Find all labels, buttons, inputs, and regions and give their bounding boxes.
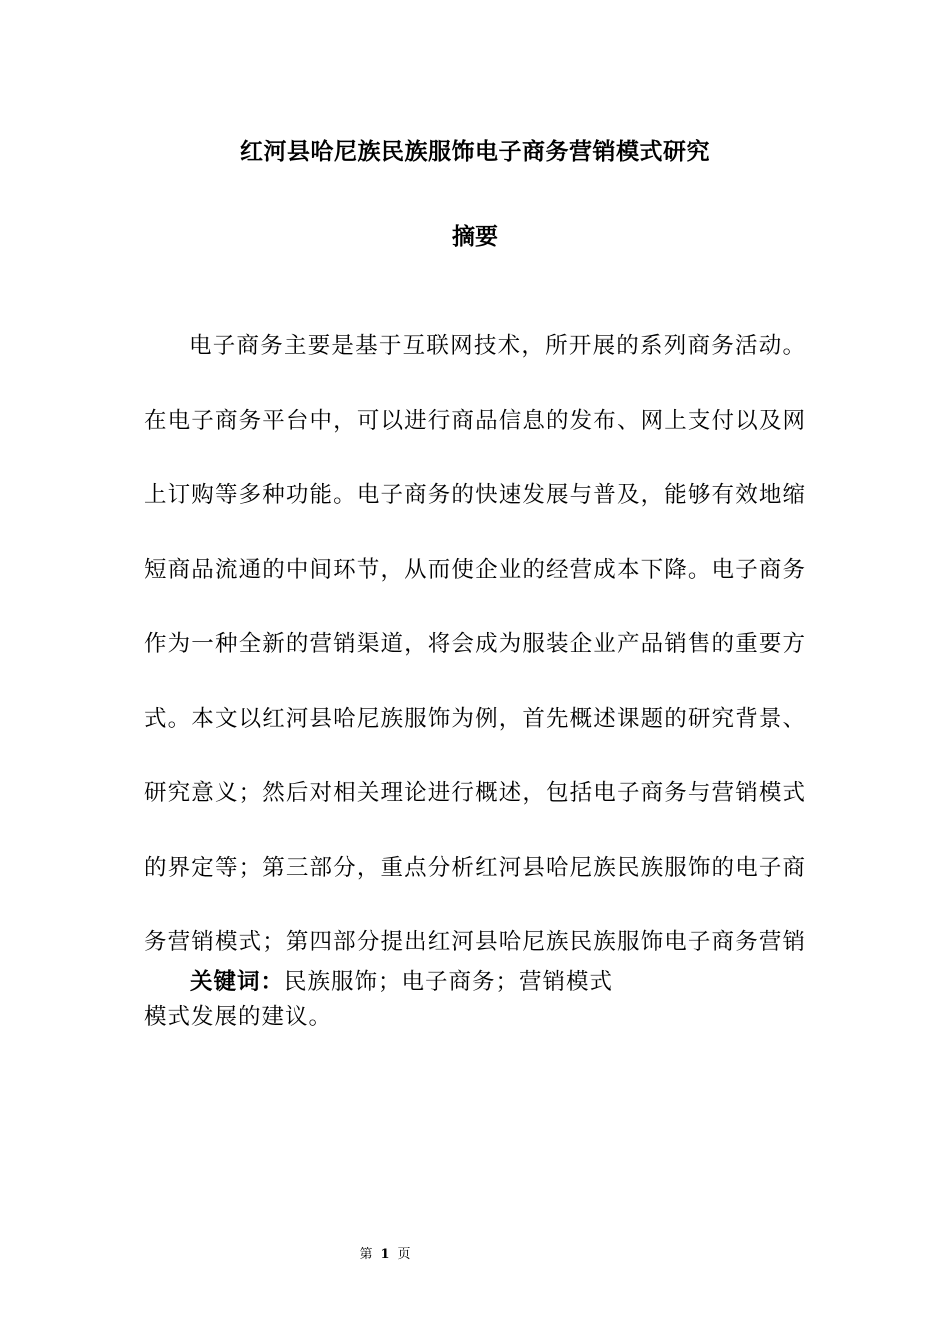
- document-title: 红河县哈尼族民族服饰电子商务营销模式研究: [240, 139, 710, 165]
- page-number: 1: [380, 1247, 390, 1262]
- keywords-label: 关键词：: [190, 969, 285, 995]
- page-prefix: 第: [359, 1247, 373, 1262]
- abstract-paragraph: 电子商务主要是基于互联网技术，所开展的系列商务活动。在电子商务平台中，可以进行商品信息的发布、网上支付以及网上订购等多种功能。电子商务的快速发展与普及，能够有效地缩短商品流通的中间环节，从而使企业的经营成本下降。电子商务作为一种全新的营销渠道，将会成为服装企业产品销售的重要方式。本文以红河县哈尼族服饰为例，首先概述课题的研究背景、研究意义；然后对相关理论进行概述，包括电子商务与营销模式的界定等；第三部分，重点分析红河县哈尼族民族服饰的电子商务营销模式；第四部分提出红河县哈尼族民族服饰电子商务营销模式发展的建议。: [144, 333, 806, 1030]
- abstract-heading: 摘要: [452, 224, 498, 250]
- keywords-value: 民族服饰；电子商务；营销模式: [284, 969, 614, 995]
- page-footer: [0, 1246, 770, 1264]
- page-suffix: 页: [397, 1247, 411, 1262]
- keywords-line: [190, 966, 613, 998]
